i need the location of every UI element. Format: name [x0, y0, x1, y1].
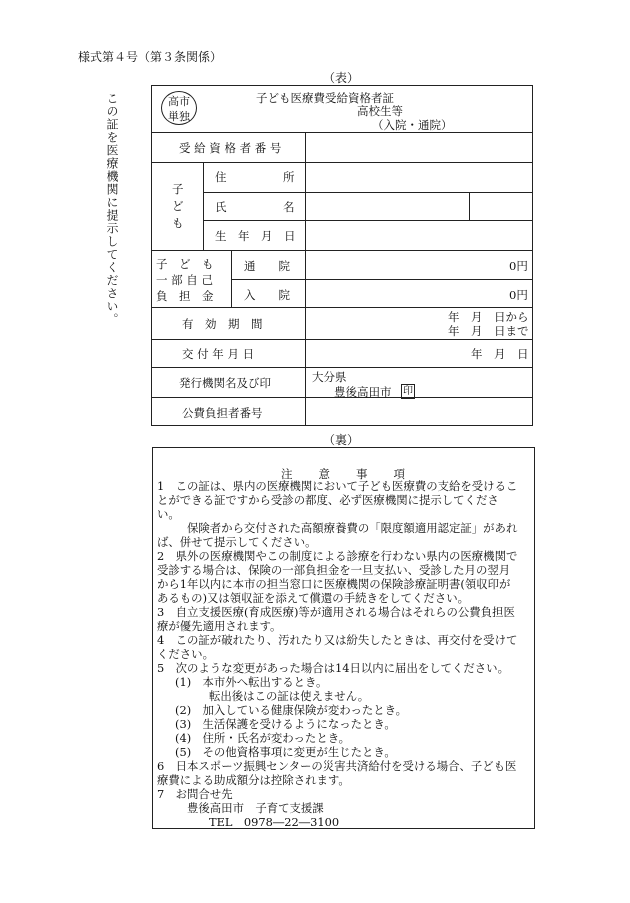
validity-to: 年 月 日まで: [448, 324, 529, 338]
copay-label-3: 負 担 金: [156, 289, 214, 303]
certificate-title: 子ども医療費受給資格者証: [256, 91, 394, 105]
note-2-line-2: 受診する場合は、保険の一部負担金を一旦支払い、受診した月の翌月: [157, 563, 511, 577]
note-1-line-2: とができる証ですから受診の都度、必ず医療機関に提示してくださ: [157, 493, 499, 507]
copay-label-2: 一 部 自 己: [156, 273, 213, 287]
certificate-type: （入院・通院）: [372, 118, 453, 132]
address-label-2: 所: [283, 170, 295, 184]
note-3-line-2: 療が優先適用されます。: [157, 619, 282, 633]
validity-from: 年 月 日から: [448, 310, 529, 324]
note-6: 6 日本スポーツ振興センターの災害共済給付を受ける場合、子ども医: [157, 759, 517, 773]
notes-title: 注 意 事 項: [281, 467, 406, 481]
validity-period-label: 有 効 期 間: [182, 317, 263, 331]
note-4-line-2: ください。: [157, 647, 214, 661]
note-5-item-4: (4) 住所・氏名が変わったとき。: [175, 731, 351, 745]
issue-date-label: 交 付 年 月 日: [182, 347, 255, 361]
certificate-subtitle: 高校生等: [357, 104, 403, 118]
present-to-clinic-note: この証を医療機関に提示してください。: [105, 92, 119, 326]
back-notes-box: [152, 447, 535, 829]
child-label-1: 子: [172, 182, 184, 196]
note-1-line-3: い。: [157, 507, 180, 521]
note-5-item-2: (2) 加入している健康保険が変わったとき。: [175, 703, 407, 717]
copay-label-1: 子 ど も: [156, 257, 214, 271]
note-2-line-4: あるもの)又は領収証を添えて償還の手続きをしてください。: [157, 591, 469, 605]
inpatient-amount: 0円: [509, 288, 528, 302]
note-2: 2 県外の医療機関やこの制度による診療を行わない県内の医療機関で: [157, 549, 518, 563]
outpatient-label: 通 院: [244, 259, 290, 273]
form-number-label: 様式第４号（第３条関係）: [78, 50, 223, 64]
contact-department: 豊後高田市 子育て支援課: [187, 801, 324, 815]
note-6-line-2: 療費による助成額分は控除されます。: [157, 773, 350, 787]
child-label-2: ど: [172, 199, 184, 213]
back-section-label: （裏）: [322, 433, 359, 447]
outpatient-amount: 0円: [509, 259, 528, 273]
note-1-extra-line-2: ば、併せて提示してください。: [157, 535, 317, 549]
note-3: 3 自立支援医療(育成医療)等が適用される場合はそれらの公費負担医: [157, 605, 515, 619]
note-1-extra: 保険者から交付された高額療養費の「限度額適用認定証」があれ: [187, 521, 518, 535]
address-label-1: 住: [215, 170, 227, 184]
issue-date-value: 年 月 日: [471, 347, 529, 361]
seal-stamp-box: 印: [403, 386, 413, 397]
issuer-label: 発行機関名及び印: [179, 376, 271, 390]
note-5: 5 次のような変更があった場合は14日以内に届出をしてください。: [157, 661, 509, 675]
child-label-3: も: [172, 216, 184, 230]
note-2-line-3: から1年以内に本市の担当窓口に医療機関の保険診療証明書(領収印が: [157, 577, 511, 591]
contact-phone: TEL 0978―22―3100: [209, 815, 340, 829]
note-5-item-1-detail: 転出後はこの証は使えません。: [209, 689, 370, 703]
public-payer-number-label: 公費負担者番号: [182, 406, 263, 420]
notes-body: [157, 479, 532, 829]
name-label-1: 氏: [215, 200, 227, 214]
note-5-item-3: (3) 生活保護を受けるようになったとき。: [175, 717, 396, 731]
note-7: 7 お問合せ先: [157, 787, 233, 801]
issuer-prefecture: 大分県: [312, 370, 347, 384]
birth-date-label: 生 年 月 日: [215, 229, 296, 243]
note-1: 1 この証は、県内の医療機関において子ども医療費の支給を受けるこ: [157, 479, 518, 493]
note-5-item-5: (5) その他資格事項に変更が生じたとき。: [175, 745, 396, 759]
name-label-2: 名: [283, 200, 295, 214]
note-5-item-1: (1) 本市外へ転出するとき。: [175, 675, 328, 689]
recipient-number-label: 受 給 資 格 者 番 号: [179, 141, 282, 155]
note-4: 4 この証が破れたり、汚れたり又は紛失したときは、再交付を受けて: [157, 633, 518, 647]
front-section-label: （表）: [322, 71, 359, 85]
inpatient-label: 入 院: [244, 288, 290, 302]
issuer-city: 豊後高田市: [334, 385, 392, 399]
city-seal: 高市 単独: [161, 91, 197, 125]
